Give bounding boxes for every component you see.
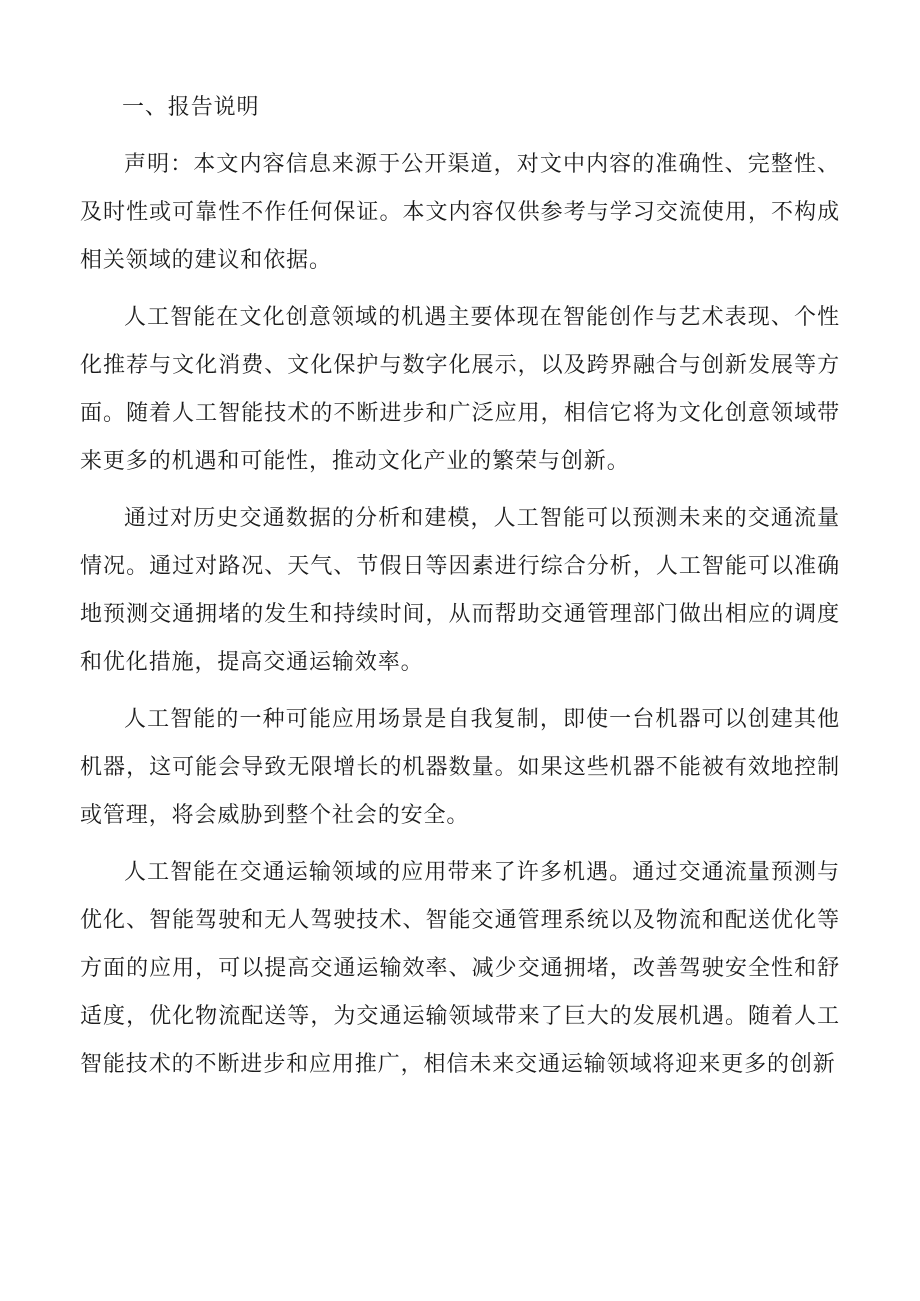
paragraph-self-replication: 人工智能的一种可能应用场景是自我复制，即使一台机器可以创建其他机器，这可能会导致无限增长的机器数量。如果这些机器不能被有效地控制或管理，将会威胁到整个社会的安全。 <box>80 707 840 828</box>
disclaimer-paragraph: 声明：本文内容信息来源于公开渠道，对文中内容的准确性、完整性、及时性或可靠性不作任何保证。本文内容仅供参考与学习交流使用，不构成相关领域的建议和依据。 <box>80 152 840 273</box>
document-body <box>80 84 840 1089</box>
paragraph-traffic-prediction: 通过对历史交通数据的分析和建模，人工智能可以预测未来的交通流量情况。通过对路况、天气、节假日等因素进行综合分析，人工智能可以准确地预测交通拥堵的发生和持续时间，从而帮助交通管理部门做出相应的调度和优化措施，提高交通运输效率。 <box>80 506 840 675</box>
section-heading: 一、报告说明 <box>122 95 260 120</box>
paragraph-culture: 人工智能在文化创意领域的机遇主要体现在智能创作与艺术表现、个性化推荐与文化消费、文化保护与数字化展示，以及跨界融合与创新发展等方面。随着人工智能技术的不断进步和广泛应用，相信它将为文化创意领域带来更多的机遇和可能性，推动文化产业的繁荣与创新。 <box>80 305 840 474</box>
paragraph-transport-opportunities: 人工智能在交通运输领域的应用带来了许多机遇。通过交通流量预测与优化、智能驾驶和无人驾驶技术、智能交通管理系统以及物流和配送优化等方面的应用，可以提高交通运输效率、减少交通拥堵，改善驾驶安全性和舒适度，优化物流配送等，为交通运输领域带来了巨大的发展机遇。随着人工智能技术的不断进步和应用推广，相信未来交通运输领域将迎来更多的创新 <box>80 860 840 1077</box>
